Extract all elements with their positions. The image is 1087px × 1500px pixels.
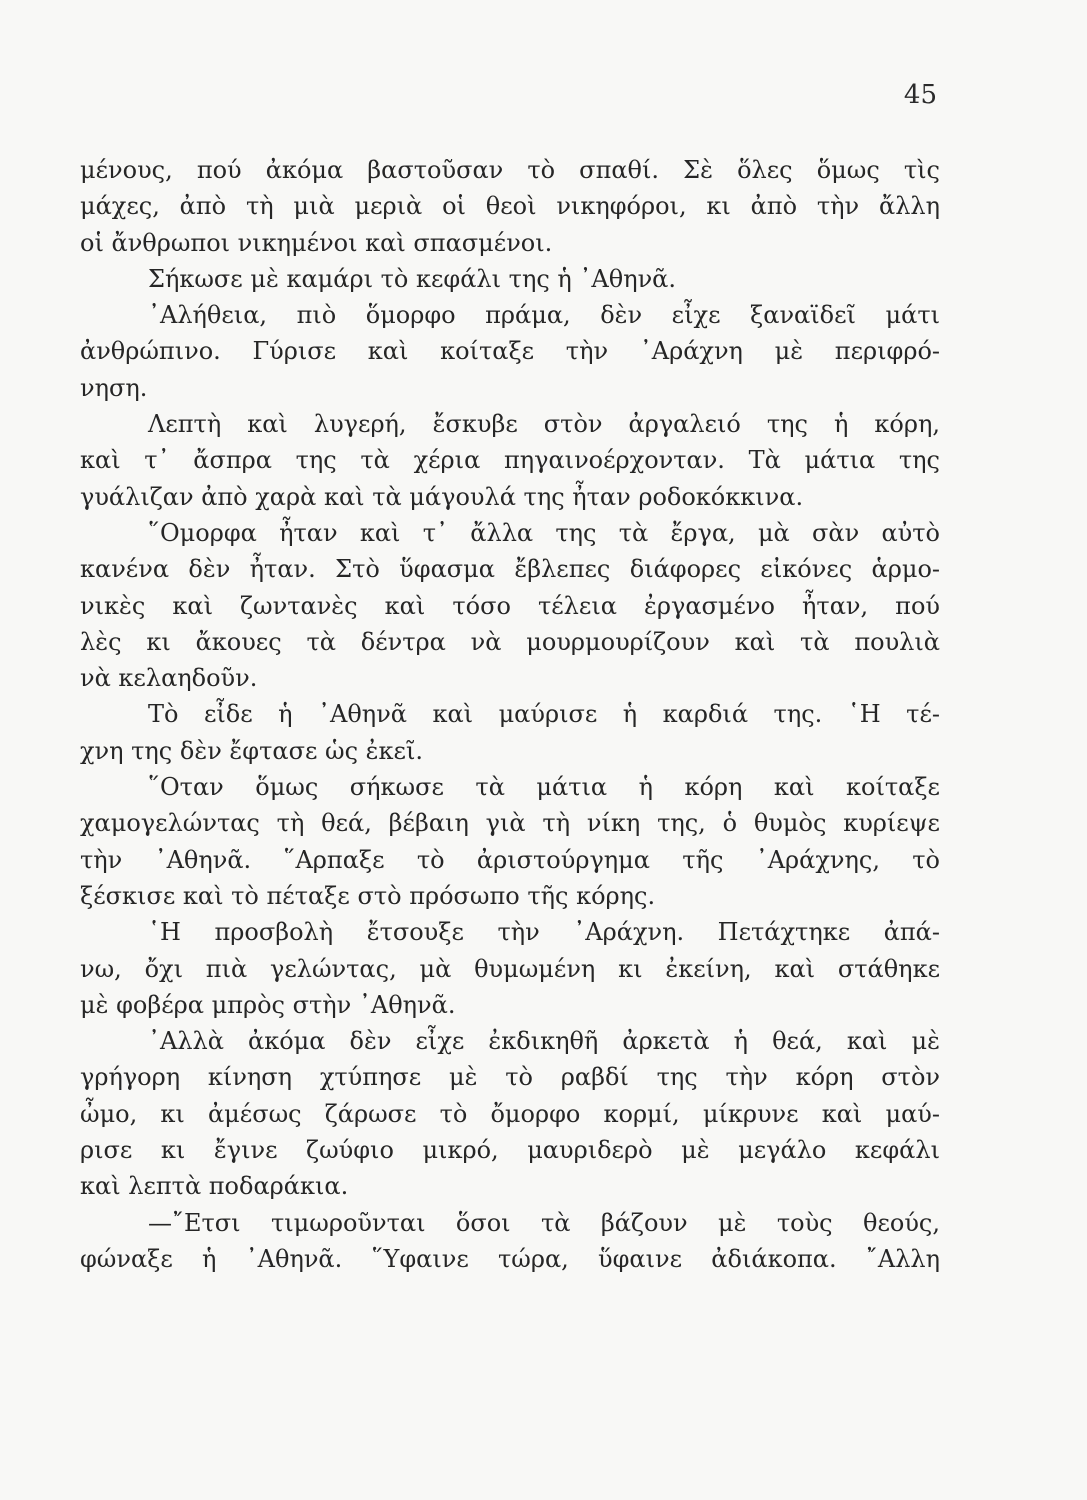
text-line: φώναξε ἡ ᾿Αθηνᾶ. ῞Υφαινε τώρα, ὕφαινε ἀδιάκοπα. ῎Αλλη xyxy=(80,1244,940,1273)
text-line: νω, ὄχι πιὰ γελώντας, μὰ θυμωμένη κι ἐκείνη, καὶ στάθηκε xyxy=(80,954,940,983)
text-line: γυάλιζαν ἀπὸ χαρὰ καὶ τὰ μάγουλά της ἦταν ροδοκόκκινα. xyxy=(80,482,804,511)
text-line: καὶ τ᾿ ἄσπρα της τὰ χέρια πηγαινοέρχονταν. Τὰ μάτια της xyxy=(80,446,940,475)
text-line: νικὲς καὶ ζωντανὲς καὶ τόσο τέλεια ἐργασμένο ἦταν, πού xyxy=(80,591,940,620)
text-line: —῎Ετσι τιμωροῦνται ὅσοι τὰ βάζουν μὲ τοὺς θεούς, xyxy=(148,1208,940,1237)
page-number: 45 xyxy=(903,80,937,110)
text-line: ᾿Αλλὰ ἀκόμα δὲν εἶχε ἐκδικηθῆ ἀρκετὰ ἡ θεά, καὶ μὲ xyxy=(148,1027,940,1056)
text-line: οἱ ἄνθρωποι νικημένοι καὶ σπασμένοι. xyxy=(80,228,553,257)
text-line: ᾿Αλήθεια, πιὸ ὅμορφο πράμα, δὲν εἶχε ξαναϊδεῖ μάτι xyxy=(148,301,940,330)
text-line: τὴν ᾿Αθηνᾶ. ῞Αρπαξε τὸ ἀριστούργημα τῆς ᾿Αράχνης, τὸ xyxy=(80,845,940,874)
text-line: νηση. xyxy=(80,373,148,402)
text-line: κανένα δὲν ἦταν. Στὸ ὕφασμα ἔβλεπες διάφορες εἰκόνες ἁρμο- xyxy=(80,555,940,584)
text-line: ρισε κι ἔγινε ζωύφιο μικρό, μαυριδερὸ μὲ μεγάλο κεφάλι xyxy=(80,1136,940,1165)
text-line: Τὸ εἶδε ἡ ᾿Αθηνᾶ καὶ μαύρισε ἡ καρδιά της. ῾Η τέ- xyxy=(148,700,940,729)
text-line: χνη της δὲν ἔφτασε ὡς ἐκεῖ. xyxy=(80,736,424,765)
text-line: ἀνθρώπινο. Γύρισε καὶ κοίταξε τὴν ᾿Αράχνη μὲ περιφρό- xyxy=(80,337,940,366)
text-line: ῞Οταν ὅμως σήκωσε τὰ μάτια ἡ κόρη καὶ κοίταξε xyxy=(148,773,940,802)
text-line: ὦμο, κι ἀμέσως ζάρωσε τὸ ὄμορφο κορμί, μίκρυνε καὶ μαύ- xyxy=(80,1099,940,1128)
text-line: μὲ φοβέρα μπρὸς στὴν ᾿Αθηνᾶ. xyxy=(80,990,456,1019)
text-line: ξέσκισε καὶ τὸ πέταξε στὸ πρόσωπο τῆς κόρης. xyxy=(80,881,656,910)
text-line: νὰ κελαηδοῦν. xyxy=(80,664,258,693)
text-line: γρήγορη κίνηση χτύπησε μὲ τὸ ραβδί της τὴν κόρη στὸν xyxy=(80,1063,940,1092)
text-line: ῞Ομορφα ἦταν καὶ τ᾿ ἄλλα της τὰ ἔργα, μὰ σὰν αὐτὸ xyxy=(148,518,940,547)
text-line: ῾Η προσβολὴ ἔτσουξε τὴν ᾿Αράχνη. Πετάχτηκε ἀπά- xyxy=(148,918,940,947)
text-line: Σήκωσε μὲ καμάρι τὸ κεφάλι της ἡ ᾿Αθηνᾶ. xyxy=(148,264,676,293)
text-line: μένους, πού ἀκόμα βαστοῦσαν τὸ σπαθί. Σὲ ὅλες ὅμως τὶς xyxy=(80,156,940,184)
text-line: χαμογελώντας τὴ θεά, βέβαιη γιὰ τὴ νίκη της, ὁ θυμὸς κυρίεψε xyxy=(80,809,940,838)
text-line: λὲς κι ἄκουες τὰ δέντρα νὰ μουρμουρίζουν καὶ τὰ πουλιὰ xyxy=(80,627,940,656)
text-line: καὶ λεπτὰ ποδαράκια. xyxy=(80,1172,349,1201)
body-text xyxy=(80,152,940,1277)
text-line: Λεπτὴ καὶ λυγερή, ἔσκυβε στὸν ἀργαλειό της ἡ κόρη, xyxy=(148,410,940,439)
text-line: μάχες, ἀπὸ τὴ μιὰ μεριὰ οἱ θεοὶ νικηφόροι, κι ἀπὸ τὴν ἄλλη xyxy=(80,192,940,221)
